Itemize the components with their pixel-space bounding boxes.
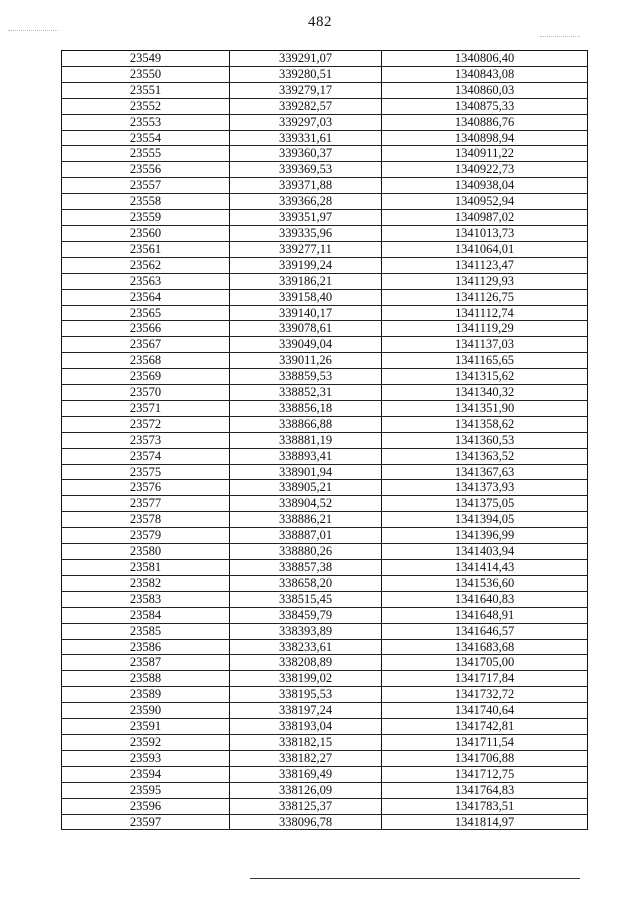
y-coordinate-cell: 1341717,84 <box>382 671 588 687</box>
point-number-cell: 23557 <box>62 178 230 194</box>
x-coordinate-cell: 339158,40 <box>230 289 382 305</box>
table-row <box>62 241 588 257</box>
x-coordinate-cell: 339331,61 <box>230 130 382 146</box>
y-coordinate-cell: 1341351,90 <box>382 400 588 416</box>
x-coordinate-cell: 338233,61 <box>230 639 382 655</box>
x-coordinate-cell: 339049,04 <box>230 337 382 353</box>
point-number-cell: 23580 <box>62 544 230 560</box>
y-coordinate-cell: 1341732,72 <box>382 687 588 703</box>
bottom-rule <box>250 878 580 879</box>
x-coordinate-cell: 338904,52 <box>230 496 382 512</box>
x-coordinate-cell: 338182,15 <box>230 734 382 750</box>
table-row <box>62 512 588 528</box>
point-number-cell: 23556 <box>62 162 230 178</box>
scan-artifact <box>540 36 580 37</box>
y-coordinate-cell: 1341340,32 <box>382 385 588 401</box>
x-coordinate-cell: 338515,45 <box>230 591 382 607</box>
point-number-cell: 23577 <box>62 496 230 512</box>
x-coordinate-cell: 338182,27 <box>230 750 382 766</box>
x-coordinate-cell: 339279,17 <box>230 82 382 98</box>
point-number-cell: 23549 <box>62 51 230 67</box>
y-coordinate-cell: 1340987,02 <box>382 210 588 226</box>
x-coordinate-cell: 339369,53 <box>230 162 382 178</box>
point-number-cell: 23568 <box>62 353 230 369</box>
point-number-cell: 23565 <box>62 305 230 321</box>
y-coordinate-cell: 1340922,73 <box>382 162 588 178</box>
point-number-cell: 23582 <box>62 575 230 591</box>
x-coordinate-cell: 338459,79 <box>230 607 382 623</box>
x-coordinate-cell: 339199,24 <box>230 257 382 273</box>
table-row <box>62 210 588 226</box>
point-number-cell: 23578 <box>62 512 230 528</box>
point-number-cell: 23592 <box>62 734 230 750</box>
table-row <box>62 82 588 98</box>
point-number-cell: 23563 <box>62 273 230 289</box>
y-coordinate-cell: 1341126,75 <box>382 289 588 305</box>
x-coordinate-cell: 339282,57 <box>230 98 382 114</box>
table-row <box>62 639 588 655</box>
x-coordinate-cell: 339371,88 <box>230 178 382 194</box>
table-row <box>62 671 588 687</box>
point-number-cell: 23586 <box>62 639 230 655</box>
table-row <box>62 734 588 750</box>
point-number-cell: 23562 <box>62 257 230 273</box>
y-coordinate-cell: 1341648,91 <box>382 607 588 623</box>
coordinates-table-body <box>62 51 588 830</box>
point-number-cell: 23552 <box>62 98 230 114</box>
table-row <box>62 655 588 671</box>
table-row <box>62 337 588 353</box>
y-coordinate-cell: 1341711,54 <box>382 734 588 750</box>
point-number-cell: 23579 <box>62 528 230 544</box>
x-coordinate-cell: 338859,53 <box>230 369 382 385</box>
table-row <box>62 448 588 464</box>
x-coordinate-cell: 339360,37 <box>230 146 382 162</box>
x-coordinate-cell: 338901,94 <box>230 464 382 480</box>
x-coordinate-cell: 338125,37 <box>230 798 382 814</box>
table-row <box>62 575 588 591</box>
x-coordinate-cell: 338881,19 <box>230 432 382 448</box>
table-row <box>62 766 588 782</box>
table-row <box>62 305 588 321</box>
y-coordinate-cell: 1340886,76 <box>382 114 588 130</box>
y-coordinate-cell: 1341646,57 <box>382 623 588 639</box>
x-coordinate-cell: 338893,41 <box>230 448 382 464</box>
y-coordinate-cell: 1341129,93 <box>382 273 588 289</box>
y-coordinate-cell: 1341712,75 <box>382 766 588 782</box>
x-coordinate-cell: 338880,26 <box>230 544 382 560</box>
point-number-cell: 23574 <box>62 448 230 464</box>
y-coordinate-cell: 1341814,97 <box>382 814 588 830</box>
table-row <box>62 130 588 146</box>
table-row <box>62 369 588 385</box>
point-number-cell: 23589 <box>62 687 230 703</box>
x-coordinate-cell: 338393,89 <box>230 623 382 639</box>
point-number-cell: 23561 <box>62 241 230 257</box>
x-coordinate-cell: 338905,21 <box>230 480 382 496</box>
y-coordinate-cell: 1341119,29 <box>382 321 588 337</box>
table-row <box>62 496 588 512</box>
table-row <box>62 591 588 607</box>
point-number-cell: 23594 <box>62 766 230 782</box>
y-coordinate-cell: 1341165,65 <box>382 353 588 369</box>
point-number-cell: 23555 <box>62 146 230 162</box>
y-coordinate-cell: 1340875,33 <box>382 98 588 114</box>
y-coordinate-cell: 1341414,43 <box>382 560 588 576</box>
x-coordinate-cell: 338096,78 <box>230 814 382 830</box>
table-row <box>62 146 588 162</box>
table-row <box>62 257 588 273</box>
point-number-cell: 23550 <box>62 66 230 82</box>
x-coordinate-cell: 338193,04 <box>230 719 382 735</box>
x-coordinate-cell: 338866,88 <box>230 416 382 432</box>
table-row <box>62 798 588 814</box>
y-coordinate-cell: 1341783,51 <box>382 798 588 814</box>
y-coordinate-cell: 1341375,05 <box>382 496 588 512</box>
y-coordinate-cell: 1341064,01 <box>382 241 588 257</box>
point-number-cell: 23567 <box>62 337 230 353</box>
table-row <box>62 432 588 448</box>
table-row <box>62 353 588 369</box>
table-row <box>62 194 588 210</box>
coordinates-table <box>61 50 588 830</box>
y-coordinate-cell: 1340911,22 <box>382 146 588 162</box>
table-row <box>62 719 588 735</box>
table-row <box>62 289 588 305</box>
table-row <box>62 750 588 766</box>
x-coordinate-cell: 338856,18 <box>230 400 382 416</box>
y-coordinate-cell: 1341013,73 <box>382 225 588 241</box>
table-row <box>62 623 588 639</box>
table-row <box>62 225 588 241</box>
point-number-cell: 23597 <box>62 814 230 830</box>
point-number-cell: 23564 <box>62 289 230 305</box>
point-number-cell: 23590 <box>62 703 230 719</box>
x-coordinate-cell: 338195,53 <box>230 687 382 703</box>
y-coordinate-cell: 1341740,64 <box>382 703 588 719</box>
y-coordinate-cell: 1341123,47 <box>382 257 588 273</box>
table-row <box>62 782 588 798</box>
x-coordinate-cell: 338658,20 <box>230 575 382 591</box>
table-row <box>62 814 588 830</box>
y-coordinate-cell: 1340952,94 <box>382 194 588 210</box>
x-coordinate-cell: 338208,89 <box>230 655 382 671</box>
x-coordinate-cell: 338887,01 <box>230 528 382 544</box>
table-row <box>62 162 588 178</box>
point-number-cell: 23559 <box>62 210 230 226</box>
x-coordinate-cell: 339280,51 <box>230 66 382 82</box>
y-coordinate-cell: 1341705,00 <box>382 655 588 671</box>
x-coordinate-cell: 338199,02 <box>230 671 382 687</box>
point-number-cell: 23553 <box>62 114 230 130</box>
x-coordinate-cell: 339186,21 <box>230 273 382 289</box>
point-number-cell: 23558 <box>62 194 230 210</box>
y-coordinate-cell: 1341363,52 <box>382 448 588 464</box>
point-number-cell: 23593 <box>62 750 230 766</box>
y-coordinate-cell: 1340806,40 <box>382 51 588 67</box>
coordinates-table-container <box>61 50 587 830</box>
point-number-cell: 23569 <box>62 369 230 385</box>
y-coordinate-cell: 1341396,99 <box>382 528 588 544</box>
y-coordinate-cell: 1341683,68 <box>382 639 588 655</box>
x-coordinate-cell: 339140,17 <box>230 305 382 321</box>
y-coordinate-cell: 1341394,05 <box>382 512 588 528</box>
y-coordinate-cell: 1341112,74 <box>382 305 588 321</box>
point-number-cell: 23591 <box>62 719 230 735</box>
table-row <box>62 687 588 703</box>
table-row <box>62 607 588 623</box>
x-coordinate-cell: 339351,97 <box>230 210 382 226</box>
x-coordinate-cell: 339277,11 <box>230 241 382 257</box>
y-coordinate-cell: 1341764,83 <box>382 782 588 798</box>
point-number-cell: 23570 <box>62 385 230 401</box>
point-number-cell: 23571 <box>62 400 230 416</box>
x-coordinate-cell: 339366,28 <box>230 194 382 210</box>
y-coordinate-cell: 1340860,03 <box>382 82 588 98</box>
x-coordinate-cell: 338857,38 <box>230 560 382 576</box>
y-coordinate-cell: 1341137,03 <box>382 337 588 353</box>
x-coordinate-cell: 338886,21 <box>230 512 382 528</box>
y-coordinate-cell: 1341358,62 <box>382 416 588 432</box>
point-number-cell: 23584 <box>62 607 230 623</box>
scan-artifact <box>8 30 58 31</box>
table-row <box>62 51 588 67</box>
point-number-cell: 23575 <box>62 464 230 480</box>
table-row <box>62 273 588 289</box>
table-row <box>62 66 588 82</box>
y-coordinate-cell: 1341315,62 <box>382 369 588 385</box>
y-coordinate-cell: 1340898,94 <box>382 130 588 146</box>
x-coordinate-cell: 339335,96 <box>230 225 382 241</box>
y-coordinate-cell: 1341640,83 <box>382 591 588 607</box>
point-number-cell: 23587 <box>62 655 230 671</box>
y-coordinate-cell: 1341706,88 <box>382 750 588 766</box>
x-coordinate-cell: 338197,24 <box>230 703 382 719</box>
point-number-cell: 23560 <box>62 225 230 241</box>
x-coordinate-cell: 338169,49 <box>230 766 382 782</box>
y-coordinate-cell: 1341373,93 <box>382 480 588 496</box>
table-row <box>62 321 588 337</box>
point-number-cell: 23595 <box>62 782 230 798</box>
point-number-cell: 23596 <box>62 798 230 814</box>
point-number-cell: 23566 <box>62 321 230 337</box>
point-number-cell: 23581 <box>62 560 230 576</box>
table-row <box>62 544 588 560</box>
point-number-cell: 23554 <box>62 130 230 146</box>
y-coordinate-cell: 1340938,04 <box>382 178 588 194</box>
x-coordinate-cell: 339291,07 <box>230 51 382 67</box>
table-row <box>62 480 588 496</box>
point-number-cell: 23573 <box>62 432 230 448</box>
table-row <box>62 400 588 416</box>
x-coordinate-cell: 338126,09 <box>230 782 382 798</box>
table-row <box>62 385 588 401</box>
x-coordinate-cell: 338852,31 <box>230 385 382 401</box>
table-row <box>62 114 588 130</box>
table-row <box>62 98 588 114</box>
x-coordinate-cell: 339297,03 <box>230 114 382 130</box>
y-coordinate-cell: 1341742,81 <box>382 719 588 735</box>
point-number-cell: 23585 <box>62 623 230 639</box>
table-row <box>62 416 588 432</box>
point-number-cell: 23588 <box>62 671 230 687</box>
table-row <box>62 178 588 194</box>
x-coordinate-cell: 339078,61 <box>230 321 382 337</box>
table-row <box>62 528 588 544</box>
y-coordinate-cell: 1341360,53 <box>382 432 588 448</box>
y-coordinate-cell: 1341403,94 <box>382 544 588 560</box>
y-coordinate-cell: 1340843,08 <box>382 66 588 82</box>
point-number-cell: 23551 <box>62 82 230 98</box>
point-number-cell: 23583 <box>62 591 230 607</box>
point-number-cell: 23576 <box>62 480 230 496</box>
x-coordinate-cell: 339011,26 <box>230 353 382 369</box>
y-coordinate-cell: 1341367,63 <box>382 464 588 480</box>
table-row <box>62 703 588 719</box>
y-coordinate-cell: 1341536,60 <box>382 575 588 591</box>
table-row <box>62 464 588 480</box>
point-number-cell: 23572 <box>62 416 230 432</box>
table-row <box>62 560 588 576</box>
page-number: 482 <box>308 14 332 30</box>
